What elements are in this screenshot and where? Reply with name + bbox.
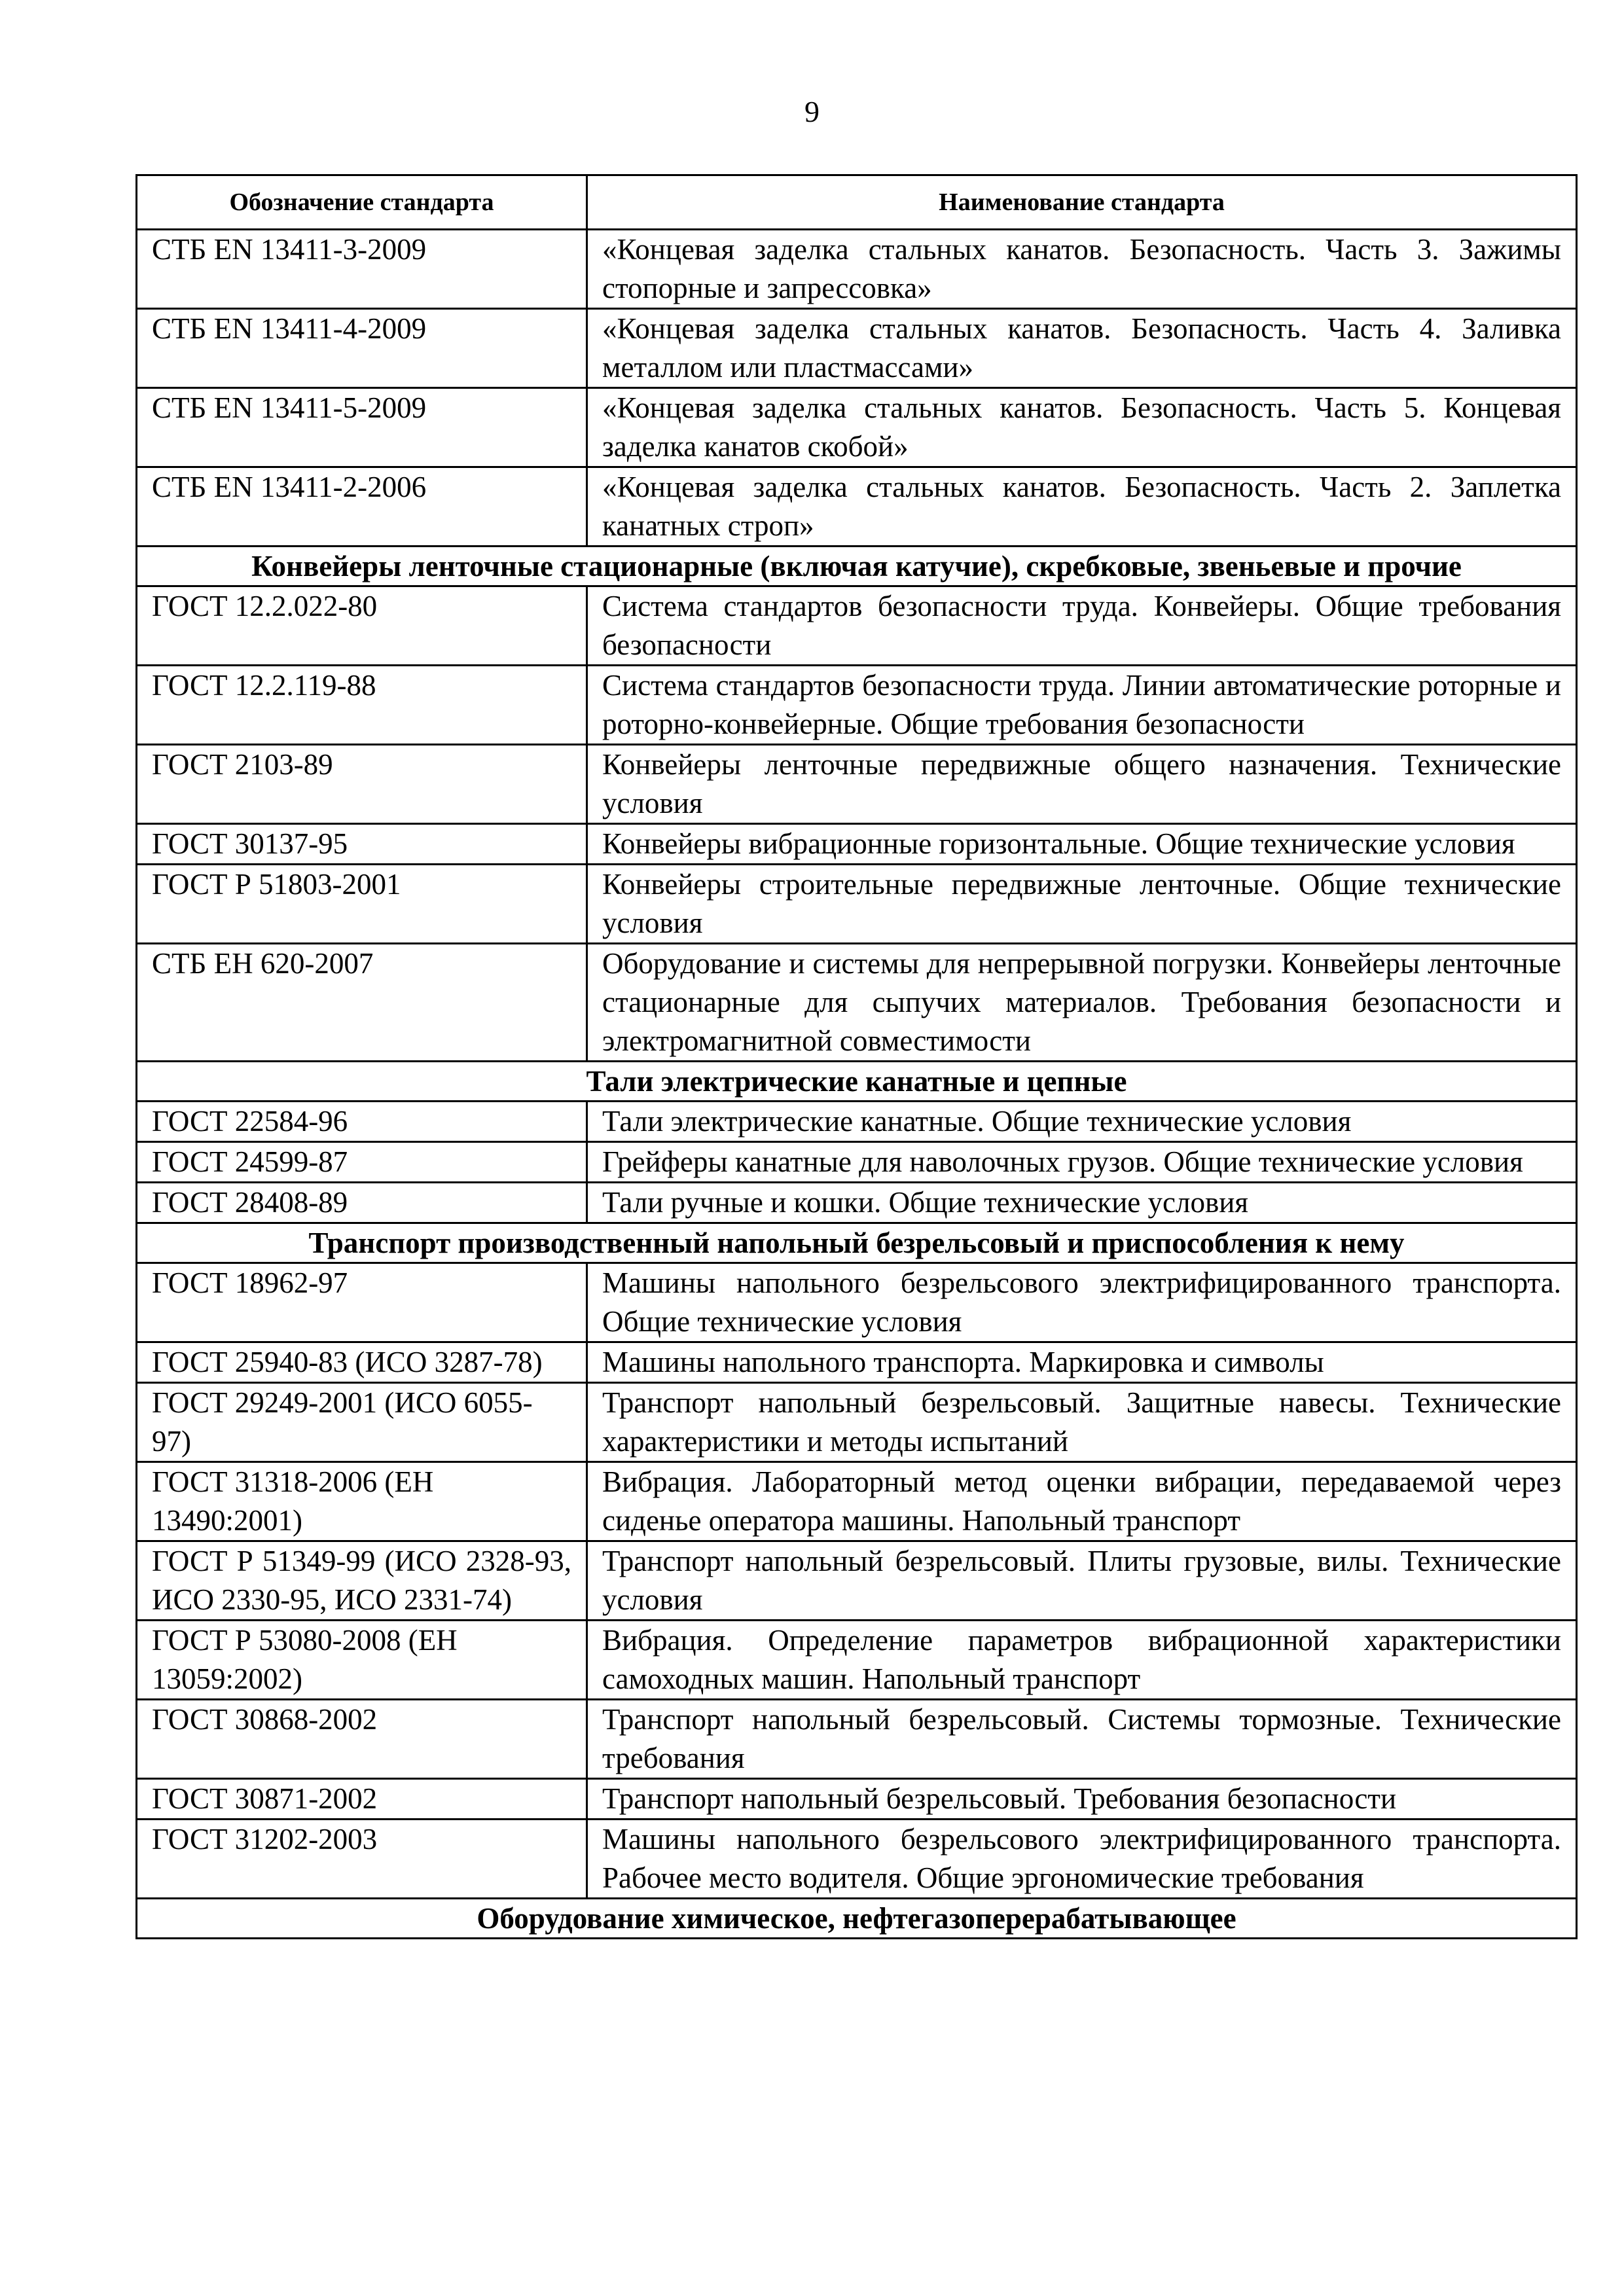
standard-designation: СТБ EN 13411-5-2009: [137, 388, 587, 467]
standard-title: Конвейеры строительные передвижные ленточные. Общие технические условия: [587, 865, 1577, 944]
standard-title: Оборудование и системы для непрерывной погрузки. Конвейеры ленточные стационарные для сыпучих материалов. Требования безопасности и электромагнитной совместимости: [587, 944, 1577, 1062]
table-row: [137, 309, 1577, 388]
standard-title: Конвейеры вибрационные горизонтальные. Общие технические условия: [587, 824, 1577, 865]
table-row: [137, 388, 1577, 467]
standard-designation: ГОСТ 28408-89: [137, 1183, 587, 1223]
table-row: [137, 1102, 1577, 1142]
section-header-row: [137, 547, 1577, 586]
section-title: Конвейеры ленточные стационарные (включая катучие), скребковые, звеньевые и прочие: [137, 547, 1577, 586]
standard-designation: ГОСТ Р 51349-99 (ИСО 2328-93, ИСО 2330-95, ИСО 2331-74): [137, 1541, 587, 1621]
standard-designation: ГОСТ 12.2.022-80: [137, 586, 587, 666]
standard-designation: ГОСТ 25940-83 (ИСО 3287-78): [137, 1342, 587, 1383]
standard-designation: ГОСТ 22584-96: [137, 1102, 587, 1142]
standard-designation: ГОСТ 24599-87: [137, 1142, 587, 1183]
page-number: 9: [804, 95, 820, 128]
standard-title: Вибрация. Определение параметров вибрационной характеристики самоходных машин. Напольный транспорт: [587, 1621, 1577, 1700]
standard-title: Грейферы канатные для наволочных грузов. Общие технические условия: [587, 1142, 1577, 1183]
standard-title: «Концевая заделка стальных канатов. Безопасность. Часть 5. Концевая заделка канатов скобой»: [587, 388, 1577, 467]
section-title: Тали электрические канатные и цепные: [137, 1062, 1577, 1102]
table-row: [137, 1462, 1577, 1541]
table-row: [137, 586, 1577, 666]
standard-designation: ГОСТ 30137-95: [137, 824, 587, 865]
table-row: [137, 824, 1577, 865]
table-row: [137, 865, 1577, 944]
standard-title: Тали электрические канатные. Общие технические условия: [587, 1102, 1577, 1142]
header-designation: Обозначение стандарта: [137, 175, 587, 230]
table-row: [137, 1779, 1577, 1820]
standard-title: Машины напольного безрельсового электрифицированного транспорта. Общие технические условия: [587, 1263, 1577, 1342]
standard-title: Транспорт напольный безрельсовый. Требования безопасности: [587, 1779, 1577, 1820]
standard-designation: ГОСТ 2103-89: [137, 745, 587, 824]
section-header-row: [137, 1062, 1577, 1102]
table-row: [137, 666, 1577, 745]
standard-designation: ГОСТ Р 51803-2001: [137, 865, 587, 944]
standards-table: [135, 174, 1578, 1939]
header-name: Наименование стандарта: [587, 175, 1577, 230]
table-row: [137, 1342, 1577, 1383]
standard-designation: ГОСТ 29249-2001 (ИСО 6055-97): [137, 1383, 587, 1462]
table-row: [137, 745, 1577, 824]
table-row: [137, 1700, 1577, 1779]
standard-designation: ГОСТ 30871-2002: [137, 1779, 587, 1820]
standard-designation: СТБ EN 13411-2-2006: [137, 467, 587, 547]
table-row: [137, 1820, 1577, 1899]
standard-designation: ГОСТ 18962-97: [137, 1263, 587, 1342]
standard-title: Конвейеры ленточные передвижные общего назначения. Технические условия: [587, 745, 1577, 824]
standard-designation: ГОСТ 31202-2003: [137, 1820, 587, 1899]
standard-designation: ГОСТ Р 53080-2008 (ЕН 13059:2002): [137, 1621, 587, 1700]
standard-title: «Концевая заделка стальных канатов. Безопасность. Часть 3. Зажимы стопорные и запрессовка»: [587, 230, 1577, 309]
table-row: [137, 1541, 1577, 1621]
section-header-row: [137, 1223, 1577, 1263]
standard-title: Машины напольного транспорта. Маркировка и символы: [587, 1342, 1577, 1383]
table-row: [137, 1383, 1577, 1462]
standard-title: Транспорт напольный безрельсовый. Системы тормозные. Технические требования: [587, 1700, 1577, 1779]
standard-title: Тали ручные и кошки. Общие технические условия: [587, 1183, 1577, 1223]
table-row: [137, 467, 1577, 547]
standard-title: Машины напольного безрельсового электрифицированного транспорта. Рабочее место водителя. Общие эргономические требования: [587, 1820, 1577, 1899]
standard-title: Система стандартов безопасности труда. Конвейеры. Общие требования безопасности: [587, 586, 1577, 666]
table-row: [137, 1183, 1577, 1223]
table-header-row: [137, 175, 1577, 230]
standard-title: Система стандартов безопасности труда. Линии автоматические роторные и роторно-конвейерные. Общие требования безопасности: [587, 666, 1577, 745]
table-row: [137, 1263, 1577, 1342]
standard-title: Вибрация. Лабораторный метод оценки вибрации, передаваемой через сиденье оператора машины. Напольный транспорт: [587, 1462, 1577, 1541]
standard-title: «Концевая заделка стальных канатов. Безопасность. Часть 4. Заливка металлом или пластмассами»: [587, 309, 1577, 388]
section-title: Транспорт производственный напольный безрельсовый и приспособления к нему: [137, 1223, 1577, 1263]
standard-designation: ГОСТ 30868-2002: [137, 1700, 587, 1779]
standard-designation: СТБ ЕН 620-2007: [137, 944, 587, 1062]
section-header-row: [137, 1899, 1577, 1939]
standard-designation: ГОСТ 12.2.119-88: [137, 666, 587, 745]
standard-designation: СТБ EN 13411-3-2009: [137, 230, 587, 309]
standard-designation: СТБ EN 13411-4-2009: [137, 309, 587, 388]
table-row: [137, 1142, 1577, 1183]
table-row: [137, 944, 1577, 1062]
table-row: [137, 1621, 1577, 1700]
table-row: [137, 230, 1577, 309]
table-body: [137, 230, 1577, 1939]
standard-title: Транспорт напольный безрельсовый. Плиты грузовые, вилы. Технические условия: [587, 1541, 1577, 1621]
standard-title: «Концевая заделка стальных канатов. Безопасность. Часть 2. Заплетка канатных строп»: [587, 467, 1577, 547]
section-title: Оборудование химическое, нефтегазоперерабатывающее: [137, 1899, 1577, 1939]
standard-title: Транспорт напольный безрельсовый. Защитные навесы. Технические характеристики и методы испытаний: [587, 1383, 1577, 1462]
standard-designation: ГОСТ 31318-2006 (ЕН 13490:2001): [137, 1462, 587, 1541]
